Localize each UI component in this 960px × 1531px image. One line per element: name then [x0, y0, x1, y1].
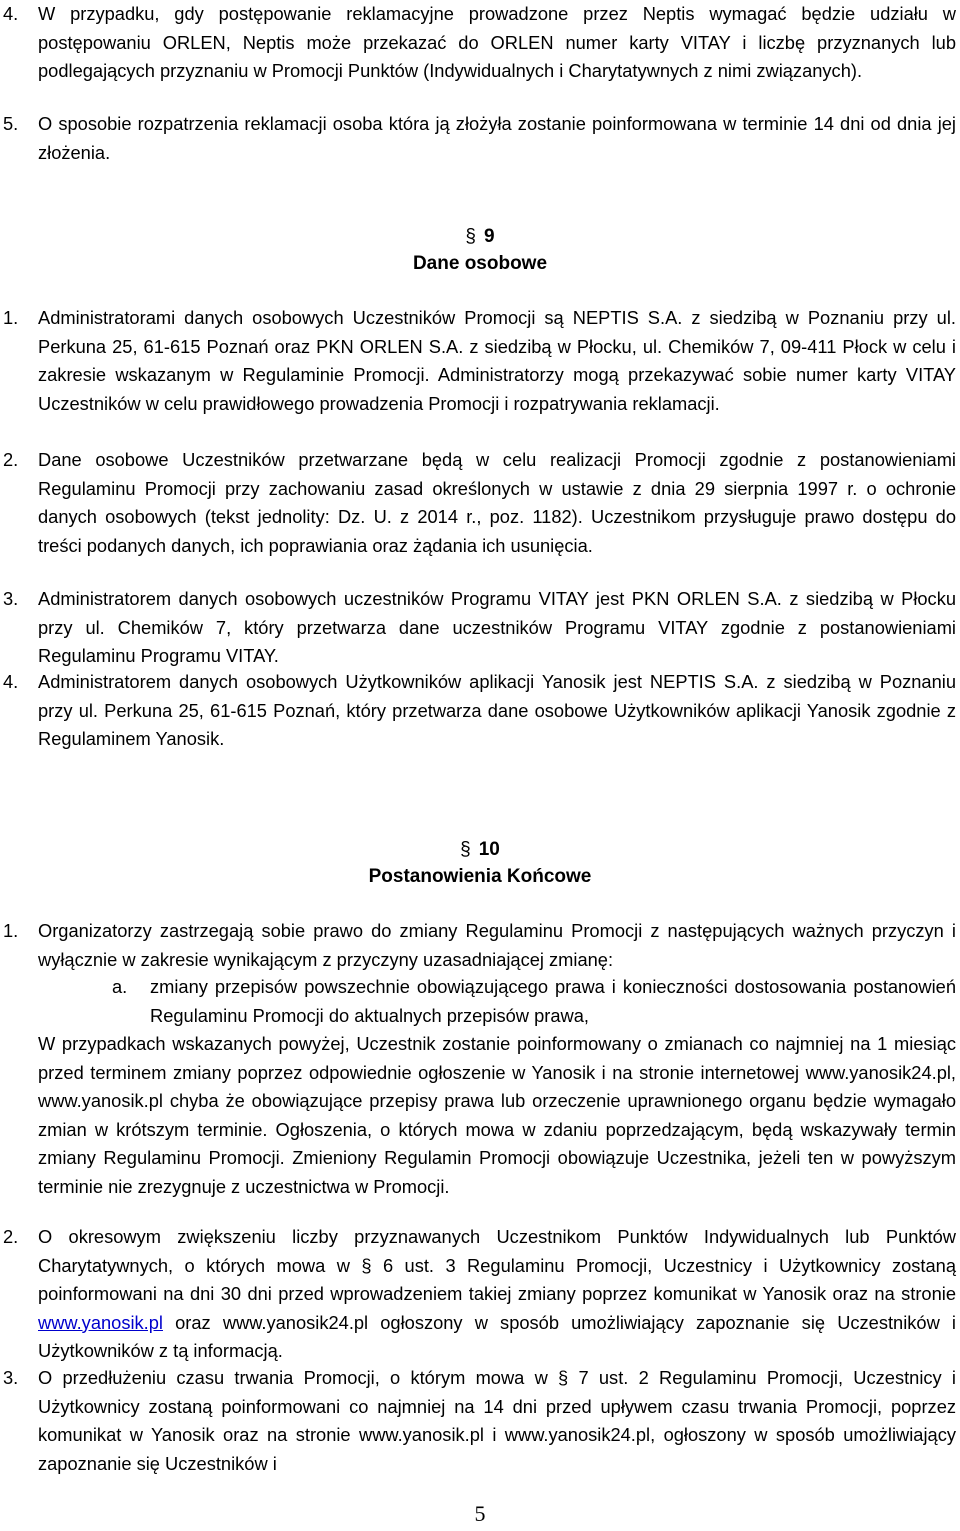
yanosik-link[interactable]: www.yanosik.pl: [38, 1311, 163, 1333]
section-number-value: 9: [484, 226, 495, 247]
item-continuation-text: W przypadkach wskazanych powyżej, Uczestnik zostanie poinformowany o zmianach co najmniej na 1 miesiąc przed terminem zmiany poprzez odpowiednie ogłoszenie w Yanosik i na stronie internetowej www.yanosik24.pl, www.yanosik.pl chyba że obowiązujące przepisy prawa lub orzeczenie uprawnionego organu będzie wymagało zmian w krótszym terminie. Ogłoszenia, o których mowa w zdaniu poprzedzającym, będą wskazywały termin zmiany Regulaminu Promocji. Zmieniony Regulamin Promocji obowiązuje Uczestnika, jeżeli ten w powyższym terminie nie zrezygnuje z uczestnictwa w Promocji.: [38, 1033, 956, 1197]
item-text: Administratorem danych osobowych uczestników Programu VITAY jest PKN ORLEN S.A. z siedzibą w Płocku przy ul. Chemików 7, który przetwarza dane uczestników Programu VITAY zgodnie z postanowieniami Regulaminu Programu VITAY.: [38, 588, 956, 667]
section-number: [0, 223, 960, 252]
section-number-value: 10: [478, 839, 500, 860]
item-text: O przedłużeniu czasu trwania Promocji, o którym mowa w § 7 ust. 2 Regulaminu Promocji, Uczestnicy i Użytkownicy zostaną poinformowani co najmniej na 14 dni przed upływem czasu trwania Promocji, poprzez komunikat w Yanosik oraz na stronie www.yanosik.pl i www.yanosik24.pl, ogłoszony w sposób umożliwiający zapoznanie się Uczestników i: [38, 1367, 956, 1474]
sub-item-letter: a.: [112, 976, 128, 997]
item-number: 3.: [3, 1367, 19, 1388]
item-number: 1.: [3, 920, 19, 941]
item-text: W przypadku, gdy postępowanie reklamacyjne prowadzone przez Neptis wymagać będzie udziału w postępowaniu ORLEN, Neptis może przekazać do ORLEN numer karty VITAY i liczbę przyznanych lub podlegających przyznaniu w Promocji Punktów (Indywidualnych i Charytatywnych z nimi związanych).: [38, 3, 956, 82]
item-text-part: oraz www.yanosik24.pl ogłoszony w sposób umożliwiający zapoznanie się Uczestników i Użytkowników z tą informacją.: [38, 1311, 956, 1362]
sub-item-text: zmiany przepisów powszechnie obowiązującego prawa i konieczności dostosowania postanowień Regulaminu Promocji do aktualnych przepisów prawa,: [150, 976, 956, 1026]
item-number: 4.: [3, 3, 19, 24]
item-text: Administratorem danych osobowych Użytkowników aplikacji Yanosik jest NEPTIS S.A. z siedzibą w Poznaniu przy ul. Perkuna 25, 61-615 Poznań, który przetwarza dane osobowe Użytkowników aplikacji Yanosik zgodnie z Regulaminem Yanosik.: [38, 671, 956, 750]
item-number: 3.: [3, 588, 19, 609]
section-title: Postanowienia Końcowe: [368, 866, 592, 887]
section-symbol: §: [465, 226, 476, 247]
page-number: 5: [474, 1501, 486, 1526]
item-number: 4.: [3, 671, 19, 692]
item-number: 5.: [3, 113, 19, 134]
section-number: [0, 836, 960, 865]
item-number: 2.: [3, 449, 19, 470]
item-text: Organizatorzy zastrzegają sobie prawo do zmiany Regulaminu Promocji z następujących ważnych przyczyn i wyłącznie w zakresie wynikającym z przyczyny uzasadniającej zmianę:: [38, 920, 956, 970]
item-text: O sposobie rozpatrzenia reklamacji osoba która ją złożyła zostanie poinformowana w terminie 14 dni od dnia jej złożenia.: [38, 113, 956, 163]
section-symbol: §: [460, 839, 471, 860]
item-number: 2.: [3, 1226, 19, 1247]
item-text: [38, 1223, 956, 1366]
item-number: 1.: [3, 307, 19, 328]
item-text-part: O okresowym zwiększeniu liczby przyznawanych Uczestnikom Punktów Indywidualnych lub Punktów Charytatywnych, o których mowa w § 6 ust. 3 Regulaminu Promocji, Uczestnicy i Użytkownicy zostaną poinformowani na dni 30 dni przed wprowadzeniem takiej zmiany poprzez komunikat w Yanosik oraz na stronie: [38, 1226, 956, 1305]
section-title: Dane osobowe: [412, 253, 548, 274]
item-text: Administratorami danych osobowych Uczestników Promocji są NEPTIS S.A. z siedzibą w Poznaniu przy ul. Perkuna 25, 61-615 Poznań oraz PKN ORLEN S.A. z siedzibą w Płocku, ul. Chemików 7, 09-411 Płock w celu i zakresie wskazanym w Regulaminie Promocji. Administratorzy mogą przekazywać sobie numer karty VITAY Uczestników w celu prawidłowego prowadzenia Promocji i rozpatrywania reklamacji.: [38, 307, 956, 414]
item-text: Dane osobowe Uczestników przetwarzane będą w celu realizacji Promocji zgodnie z postanowieniami Regulaminu Promocji przy zachowaniu zasad określonych w ustawie z dnia 29 sierpnia 1997 r. o ochronie danych osobowych (tekst jednolity: Dz. U. z 2014 r., poz. 1182). Uczestnikom przysługuje prawo dostępu do treści podanych danych, ich poprawiania oraz żądania ich usunięcia.: [38, 449, 956, 556]
